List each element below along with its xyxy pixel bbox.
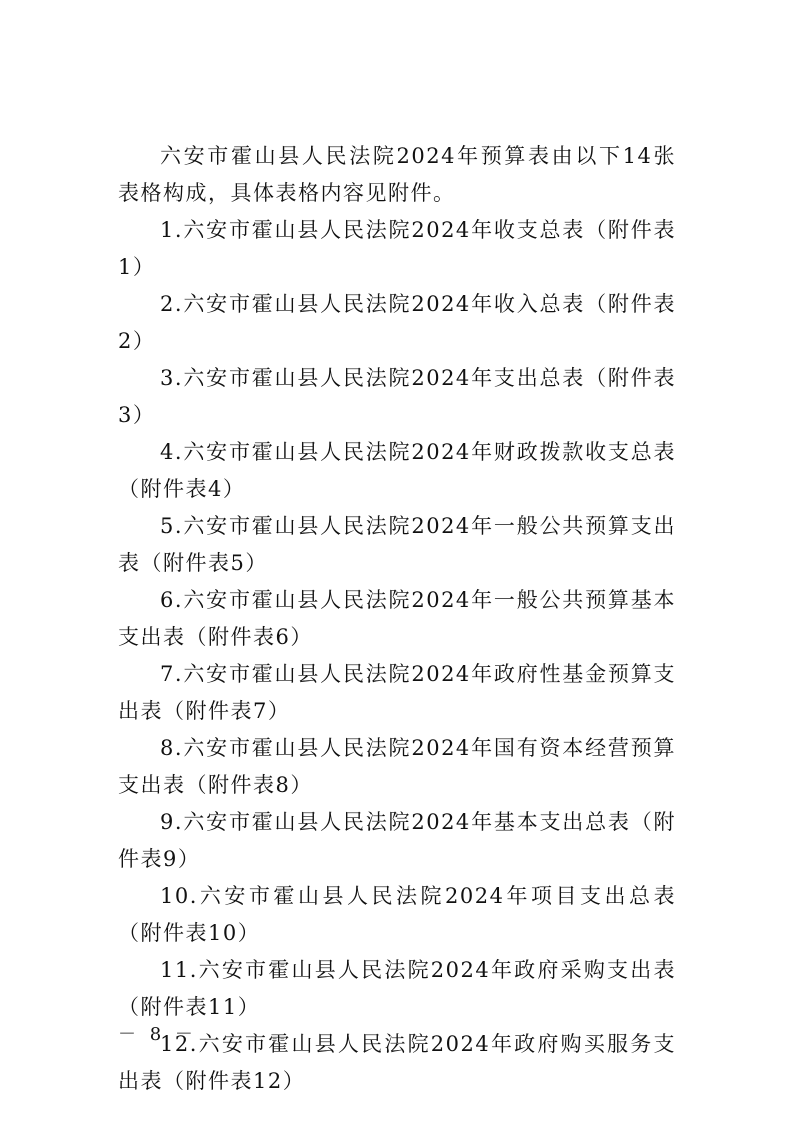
body-text bbox=[118, 138, 676, 1100]
list-item-11: 11.六安市霍山县人民法院2024年政府采购支出表（附件表11） bbox=[118, 958, 676, 1019]
list-item-8: 8.六安市霍山县人民法院2024年国有资本经营预算支出表（附件表8） bbox=[118, 736, 676, 797]
list-item-7: 7.六安市霍山县人民法院2024年政府性基金预算支出表（附件表7） bbox=[118, 662, 676, 723]
list-item-12: 12.六安市霍山县人民法院2024年政府购买服务支出表（附件表12） bbox=[118, 1032, 676, 1093]
intro-paragraph: 六安市霍山县人民法院2024年预算表由以下14张表格构成，具体表格内容见附件。 bbox=[118, 144, 676, 205]
list-item-5: 5.六安市霍山县人民法院2024年一般公共预算支出表（附件表5） bbox=[118, 514, 676, 575]
page-number: － 8 － bbox=[118, 1024, 197, 1045]
list-item-3: 3.六安市霍山县人民法院2024年支出总表（附件表3） bbox=[118, 366, 676, 427]
list-item-4: 4.六安市霍山县人民法院2024年财政拨款收支总表（附件表4） bbox=[118, 440, 676, 501]
list-item-10: 10.六安市霍山县人民法院2024年项目支出总表（附件表10） bbox=[118, 884, 676, 945]
list-item-6: 6.六安市霍山县人民法院2024年一般公共预算基本支出表（附件表6） bbox=[118, 588, 676, 649]
list-item-1: 1.六安市霍山县人民法院2024年收支总表（附件表1） bbox=[118, 218, 676, 279]
list-item-2: 2.六安市霍山县人民法院2024年收入总表（附件表2） bbox=[118, 292, 676, 353]
list-item-9: 9.六安市霍山县人民法院2024年基本支出总表（附件表9） bbox=[118, 810, 676, 871]
